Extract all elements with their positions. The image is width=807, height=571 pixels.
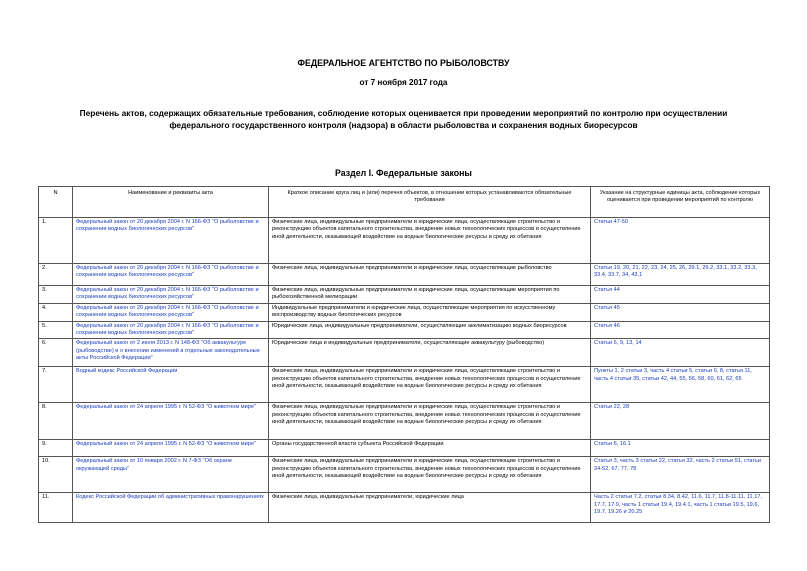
- acts-table: [38, 186, 770, 523]
- units-cell: [591, 218, 770, 264]
- units-link[interactable]: Статья 45: [594, 304, 620, 311]
- act-link[interactable]: Федеральный закон от 20 декабря 2004 г. N 166-ФЗ "О рыболовстве и сохранении водных биологических ресурсов": [76, 265, 259, 279]
- table-body: [39, 218, 770, 523]
- act-link[interactable]: Кодекс Российской Федерации об административных правонарушениях: [76, 494, 264, 501]
- act-cell: [73, 218, 269, 264]
- act-link[interactable]: Федеральный закон от 24 апреля 1995 г. N 52-ФЗ "О животном мире": [76, 404, 256, 411]
- act-cell: [73, 493, 269, 523]
- units-cell: [591, 493, 770, 523]
- table-row: [39, 218, 770, 264]
- act-link[interactable]: Федеральный закон от 2 июля 2013 г. N 148-ФЗ "Об аквакультуре (рыбоводстве) и о внесении изменений в отдельные законодательные акты Российской Федерации": [76, 340, 260, 362]
- act-cell: [73, 303, 269, 321]
- table-header-row: [39, 187, 770, 218]
- document-title-line-2: федерального государственного контроля (надзора) в области рыболовства и сохранения водных биоресурсов: [169, 120, 638, 130]
- table-row: [39, 339, 770, 367]
- table-row: [39, 264, 770, 286]
- act-cell: [73, 339, 269, 367]
- act-link[interactable]: Федеральный закон от 20 декабря 2004 г. N 166-ФЗ "О рыболовстве и сохранении водных биологических ресурсов": [76, 322, 259, 337]
- units-link[interactable]: Статьи 6, 9, 13, 14: [594, 340, 642, 347]
- table-row: [39, 493, 770, 523]
- units-link[interactable]: Часть 2 статьи 7.2, статьи 8.34, 8.42, 11.6, 11.7, 11.8-11.11, 11.17, 17.7, 17.9, часть 1 статьи 19.4, 19.4.1, часть 1 статьи 19.5, 19.6, 19.7, 19.26 и 20.25: [594, 494, 762, 516]
- scope-cell: Физические лица, индивидуальные предприниматели и юридические лица, осуществляющие рыболовство: [269, 264, 591, 286]
- scope-cell: Физические лица, индивидуальные предприниматели, юридические лица: [269, 493, 591, 523]
- row-number: 9.: [39, 440, 73, 457]
- units-link[interactable]: Статья 3, часть 3 статьи 22, статья 32, часть 2 статьи 51, статьи 34-52, 67, 77, 78: [594, 458, 761, 472]
- units-link[interactable]: Пункты 1, 2 статьи 3, часть 4 статьи 5, статьи 6, 8, статья 11, часть 4 статьи 35, статьи 42, 44, 55, 56, 58, 60, 61, 62, 65: [594, 368, 752, 382]
- act-link[interactable]: Водный кодекс Российской Федерации: [76, 368, 178, 375]
- scope-cell: Физические лица, индивидуальные предприниматели и юридические лица, осуществляющие строительство и реконструкцию объектов капитального строительства, внедрение новых технологических процессов и осуществление иной деятельности, оказывающей воздействие на водные биологические ресурсы и среду их обитания: [269, 367, 591, 403]
- units-link[interactable]: Статьи 6, 16.1: [594, 441, 631, 448]
- row-number: 8.: [39, 403, 73, 440]
- units-cell: [591, 339, 770, 367]
- units-link[interactable]: Статьи 22, 28: [594, 404, 630, 411]
- row-number: 4.: [39, 303, 73, 321]
- table-row: [39, 457, 770, 493]
- row-number: 11.: [39, 493, 73, 523]
- act-link[interactable]: Федеральный закон от 20 декабря 2004 г. N 166-ФЗ "О рыболовстве и сохранении водных биологических ресурсов": [76, 304, 259, 319]
- units-cell: [591, 303, 770, 321]
- row-number: 6.: [39, 339, 73, 367]
- document-title-line-1: Перечень актов, содержащих обязательные требования, соблюдение которых оценивается при проведении мероприятий по контролю при осуществлении: [79, 108, 728, 118]
- units-cell: [591, 457, 770, 493]
- act-cell: [73, 367, 269, 403]
- header-scope: Краткое описание круга лиц и (или) перечня объектов, в отношении которых устанавливаются обязательные требования: [269, 187, 591, 218]
- units-cell: [591, 440, 770, 457]
- document-date: от 7 ноября 2017 года: [359, 78, 448, 87]
- scope-cell: Физические лица, индивидуальные предприниматели и юридические лица, осуществляющие строительство и реконструкцию объектов капитального строительства, внедрение новых технологических процессов и осуществление иной деятельности, оказывающей воздействие на водные биологические ресурсы и среду их обитания: [269, 403, 591, 440]
- header-structural-units: Указание на структурные единицы акта, соблюдение которых оценивается при проведении мероприятий по контролю: [591, 187, 770, 218]
- row-number: 1.: [39, 218, 73, 264]
- units-cell: [591, 321, 770, 339]
- units-link[interactable]: Статьи 19, 20, 21, 22, 23, 24, 25, 26, 29.1, 29.2, 33.1, 33.2, 33.3, 33.4, 33.7, 34, 43.1: [594, 265, 757, 279]
- header-act-name: Наименование и реквизиты акта: [73, 187, 269, 218]
- units-link[interactable]: Статья 46: [594, 322, 620, 329]
- table-row: [39, 440, 770, 457]
- units-cell: [591, 367, 770, 403]
- act-cell: [73, 264, 269, 286]
- units-cell: [591, 403, 770, 440]
- scope-cell: Юридические лица, индивидуальные предприниматели, осуществляющие акклиматизацию водных биоресурсов: [269, 321, 591, 339]
- scope-cell: Органы государственной власти субъекта Российской Федерации: [269, 440, 591, 457]
- act-cell: [73, 440, 269, 457]
- row-number: 2.: [39, 264, 73, 286]
- act-link[interactable]: Федеральный закон от 20 декабря 2004 г. N 166-ФЗ "О рыболовстве и сохранении водных биологических ресурсов": [76, 287, 259, 301]
- scope-cell: Физические лица, индивидуальные предприниматели и юридические лица, осуществляющие мероприятия по рыбохозяйственной мелиорации: [269, 286, 591, 304]
- row-number: 3.: [39, 286, 73, 304]
- row-number: 5.: [39, 321, 73, 339]
- units-link[interactable]: Статьи 47-50: [594, 219, 628, 225]
- scope-cell: Индивидуальные предприниматели и юридические лица, осуществляющие мероприятия по искусственному воспроизводству водных биологических ресурсов: [269, 303, 591, 321]
- section-heading: Раздел I. Федеральные законы: [335, 168, 472, 178]
- table-row: [39, 321, 770, 339]
- act-link[interactable]: Федеральный закон от 10 января 2002 г. N 7-ФЗ "Об охране окружающей среды": [76, 458, 232, 472]
- document-title: [40, 107, 767, 131]
- organization-title: ФЕДЕРАЛЬНОЕ АГЕНТСТВО ПО РЫБОЛОВСТВУ: [297, 58, 510, 68]
- units-cell: [591, 264, 770, 286]
- table-row: [39, 303, 770, 321]
- scope-cell: Физические лица, индивидуальные предприниматели и юридические лица, осуществляющие строительство и реконструкцию объектов капитального строительства, внедрение новых технологических процессов и осуществление иной деятельности, оказывающей воздействие на водные биологические ресурсы и среду их обитания: [269, 218, 591, 264]
- units-link[interactable]: Статья 44: [594, 287, 620, 293]
- scope-cell: Юридические лица и индивидуальные предприниматели, осуществляющие аквакультуру (рыбоводство): [269, 339, 591, 367]
- act-cell: [73, 457, 269, 493]
- act-cell: [73, 286, 269, 304]
- row-number: 7.: [39, 367, 73, 403]
- act-link[interactable]: Федеральный закон от 20 декабря 2004 г. N 166-ФЗ "О рыболовстве и сохранении водных биологических ресурсов": [76, 219, 259, 233]
- act-link[interactable]: Федеральный закон от 24 апреля 1995 г. N 52-ФЗ "О животном мире": [76, 441, 256, 448]
- scope-cell: Физические лица, индивидуальные предприниматели и юридические лица, осуществляющие строительство и реконструкцию объектов капитального строительства, внедрение новых технологических процессов и осуществление иной деятельности, оказывающей воздействие на водные биологические ресурсы и среду их обитания: [269, 457, 591, 493]
- units-cell: [591, 286, 770, 304]
- row-number: 10.: [39, 457, 73, 493]
- act-cell: [73, 321, 269, 339]
- table-row: [39, 286, 770, 304]
- header-number: N: [39, 187, 73, 218]
- table-row: [39, 367, 770, 403]
- table-row: [39, 403, 770, 440]
- act-cell: [73, 403, 269, 440]
